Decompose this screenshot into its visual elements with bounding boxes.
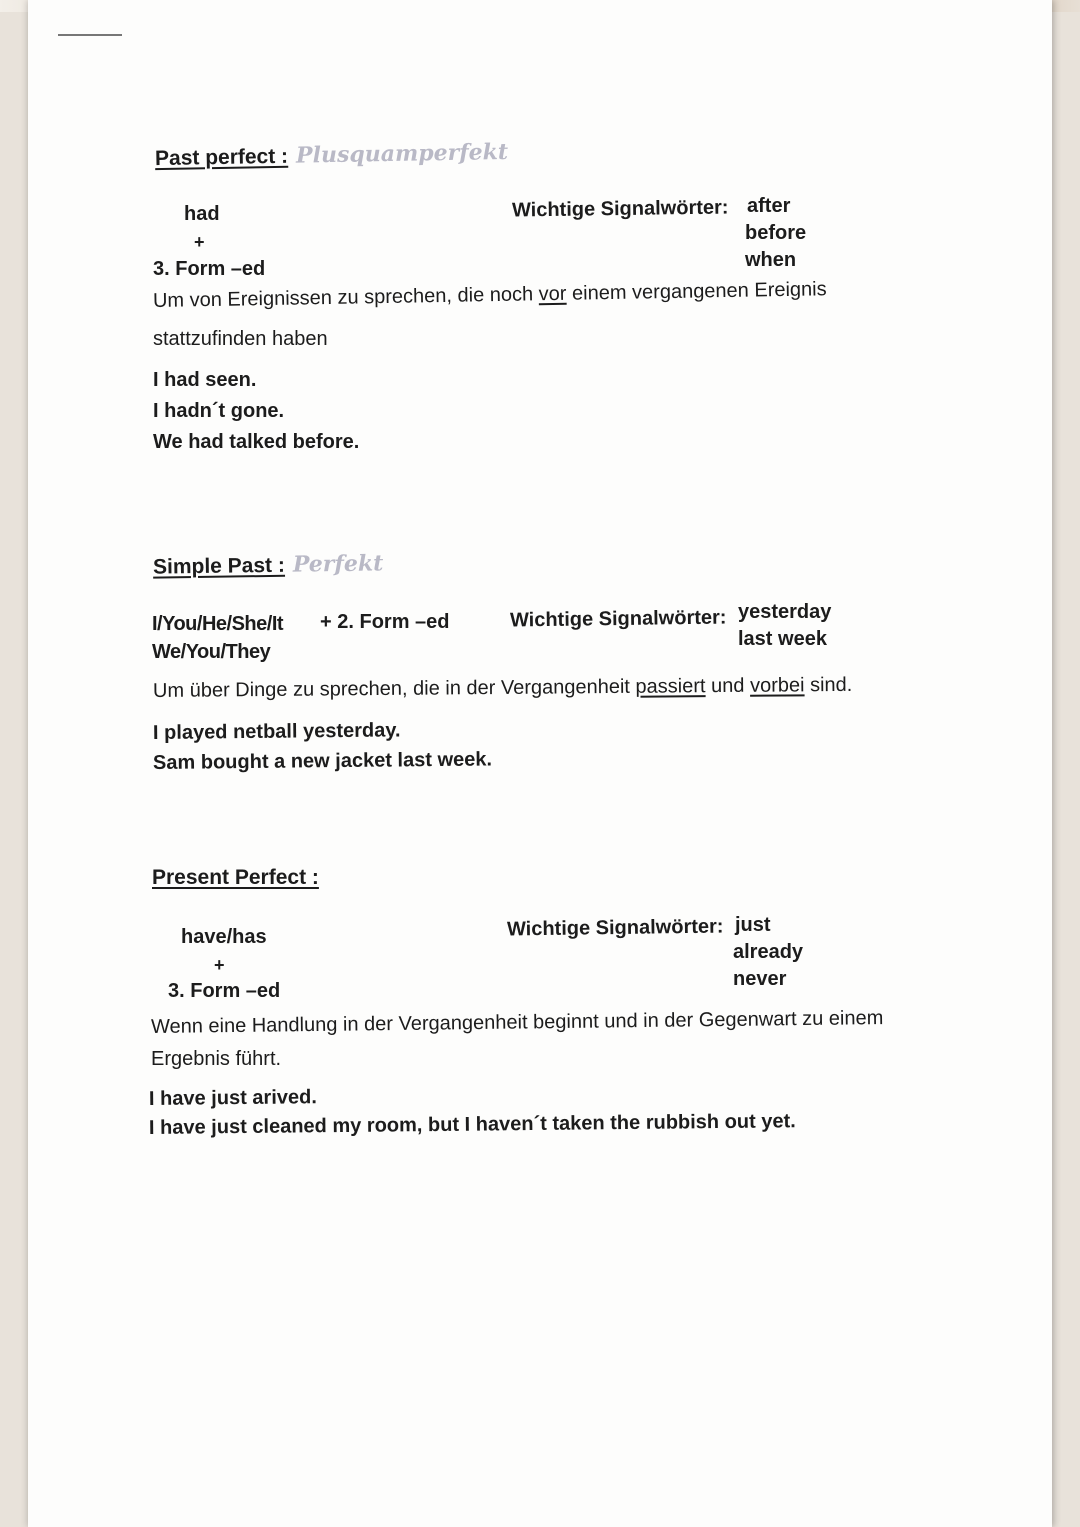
past-perfect-formula-top: had	[184, 203, 220, 225]
present-perfect-signal-label: Wichtige Signalwörter:	[506, 915, 724, 941]
present-perfect-formula-plus: +	[214, 955, 225, 975]
present-perfect-description-line2: Ergebnis führt.	[151, 1048, 282, 1070]
simple-past-heading: Simple Past : Perfekt	[152, 550, 384, 579]
present-perfect-signal-word: never	[733, 968, 787, 990]
past-perfect-signal-word: after	[747, 195, 791, 217]
present-perfect-example: I have just arived.	[148, 1086, 317, 1110]
present-perfect-signal-word: just	[735, 914, 771, 936]
handwritten-note-plusquamperfekt: Plusquamperfekt	[295, 138, 509, 169]
present-perfect-description-line1: Wenn eine Handlung in der Vergangenheit beginnt und in der Gegenwart zu einem	[150, 1007, 884, 1038]
past-perfect-signal-label: Wichtige Signalwörter:	[511, 196, 729, 222]
simple-past-description: Um über Dinge zu sprechen, die in der Vergangenheit passiert und vorbei sind.	[152, 673, 853, 702]
past-perfect-example: We had talked before.	[153, 431, 360, 453]
past-perfect-signal-word: when	[745, 249, 797, 271]
present-perfect-signal-word: already	[733, 941, 804, 963]
past-perfect-formula-bottom: 3. Form –ed	[153, 258, 266, 280]
past-perfect-heading: Past perfect : Plusquamperfekt	[154, 138, 509, 171]
simple-past-example: Sam bought a new jacket last week.	[152, 748, 493, 774]
simple-past-signal-label: Wichtige Signalwörter:	[509, 606, 727, 632]
past-perfect-example: I hadn´t gone.	[153, 400, 285, 422]
past-perfect-example: I had seen.	[153, 369, 257, 391]
simple-past-subjects-line1: I/You/He/She/It	[152, 613, 284, 635]
past-perfect-signal-word: before	[745, 222, 807, 244]
present-perfect-formula-top: have/has	[181, 926, 267, 948]
handwritten-note-perfekt: Perfekt	[292, 550, 384, 578]
present-perfect-heading: Present Perfect :	[152, 866, 319, 889]
past-perfect-description-line2: stattzufinden haben	[153, 328, 328, 350]
simple-past-signal-word: last week	[738, 628, 827, 650]
present-perfect-example: I have just cleaned my room, but I haven´t taken the rubbish out yet.	[148, 1110, 796, 1139]
simple-past-signal-word: yesterday	[738, 601, 832, 623]
corner-pen-line	[58, 34, 122, 36]
simple-past-formula: + 2. Form –ed	[320, 611, 450, 633]
present-perfect-formula-bottom: 3. Form –ed	[168, 980, 281, 1002]
simple-past-example: I played netball yesterday.	[152, 719, 401, 744]
simple-past-subjects-line2: We/You/They	[152, 641, 271, 663]
past-perfect-formula-plus: +	[194, 232, 205, 252]
past-perfect-description-line1: Um von Ereignissen zu sprechen, die noch vor einem vergangenen Ereignis	[152, 278, 827, 312]
